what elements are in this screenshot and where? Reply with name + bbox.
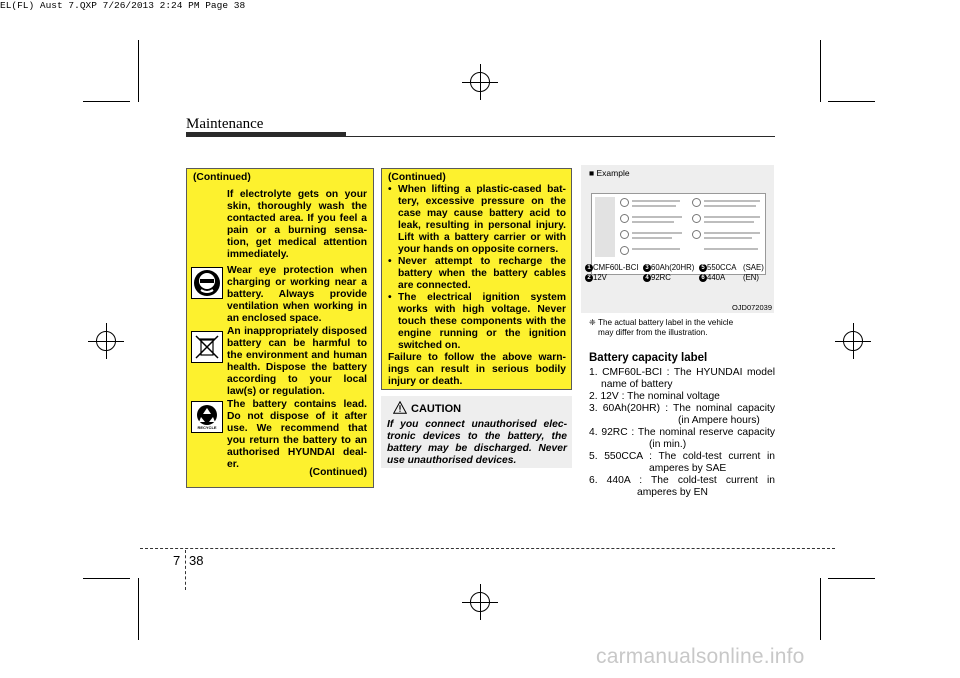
warning-box-continued — [186, 168, 374, 488]
text-line: works with high voltage. Never — [398, 304, 566, 315]
text-line: tronic devices to the battery, the — [387, 431, 567, 442]
warning-summary — [388, 352, 566, 388]
text-line: the environment and human — [227, 350, 367, 361]
text-line: An inappropriately disposed — [227, 326, 367, 337]
text-line: Wear eye protection when — [227, 265, 367, 276]
bullet-item — [388, 292, 566, 352]
crop-mark — [828, 101, 875, 102]
disposal-warning — [227, 326, 367, 398]
crop-mark — [83, 578, 130, 579]
registration-mark-icon — [462, 584, 498, 620]
label-fine-print — [632, 248, 680, 250]
label-fine-print — [704, 221, 754, 223]
spec-number-badge: 4 — [643, 274, 651, 282]
label-symbol-icon — [692, 230, 701, 239]
text-line: Failure to follow the above warn- — [388, 352, 566, 363]
text-line: 5. 550CCA : The cold-test current in — [589, 451, 775, 462]
text-line: • The electrical ignition system — [398, 292, 566, 303]
text-line: The actual battery label in the vehicle — [598, 318, 734, 327]
text-line: injury or death. — [388, 376, 463, 387]
text-line: charging or working near a — [227, 277, 367, 288]
text-line: Lift with a battery carrier or with — [398, 232, 566, 243]
spec-text: (SAE) — [743, 263, 764, 272]
label-fine-print — [704, 232, 760, 234]
text-line: The battery contains lead. — [227, 399, 367, 410]
crop-mark — [828, 578, 875, 579]
label-symbol-icon — [620, 214, 629, 223]
label-symbol-icon — [692, 198, 701, 207]
capacity-list — [589, 367, 775, 499]
section-heading: Battery capacity label — [589, 352, 708, 364]
text-line: immediately. — [227, 249, 289, 260]
spec-text: 12V — [593, 273, 607, 282]
text-line: leak, resulting in personal injury. — [398, 220, 566, 231]
text-line: If you connect unauthorised elec- — [387, 419, 567, 430]
label-symbol-icon — [620, 230, 629, 239]
label-symbol-icon — [620, 198, 629, 207]
label-symbol-icon — [620, 246, 629, 255]
label-fine-print — [704, 248, 758, 250]
title-rule — [186, 136, 775, 137]
text-line: according to your local — [227, 374, 367, 385]
eye-protection-warning — [227, 265, 367, 325]
spec-item — [743, 273, 759, 282]
text-line: an enclosed space. — [227, 313, 322, 324]
label-fine-print — [704, 200, 760, 202]
list-item — [589, 427, 775, 451]
illustration-note — [589, 318, 775, 338]
text-line: er. — [227, 459, 240, 470]
text-line: 2. 12V : The nominal voltage — [589, 391, 720, 402]
spec-item — [643, 273, 671, 282]
text-line: (in Ampere hours) — [678, 415, 760, 426]
page-title: Maintenance — [186, 116, 264, 132]
spec-text: 60Ah(20HR) — [651, 263, 695, 272]
text-line: case may cause battery acid to — [398, 208, 566, 219]
spec-text: CMF60L-BCI — [593, 263, 639, 272]
spec-item — [643, 263, 694, 272]
bullet-item — [388, 184, 566, 256]
label-fine-print — [632, 232, 682, 234]
caution-text — [387, 419, 567, 467]
watermark: carmanualsonline.info — [596, 645, 805, 668]
spec-text: 550CCA — [707, 263, 737, 272]
list-item — [589, 451, 775, 475]
registration-mark-icon — [88, 323, 124, 359]
crop-mark — [138, 40, 139, 102]
text-line: health. Dispose the battery — [227, 362, 367, 373]
continued-label: (Continued) — [309, 467, 367, 478]
spec-text: (EN) — [743, 273, 760, 282]
text-line: • When lifting a plastic-cased bat- — [398, 184, 566, 195]
spec-item — [585, 273, 607, 282]
crossed-bin-icon — [191, 331, 223, 363]
label-fine-print — [704, 237, 752, 239]
text-line: skin, thoroughly wash the — [227, 201, 367, 212]
crop-mark — [820, 578, 821, 640]
spec-number-badge: 2 — [585, 274, 593, 282]
chapter-number: 7 — [173, 553, 181, 568]
label-fine-print — [704, 205, 756, 207]
crop-mark — [138, 578, 139, 640]
text-line: battery can be harmful to — [227, 338, 367, 349]
label-fine-print — [632, 216, 682, 218]
label-vertical-strip — [595, 197, 615, 257]
label-fine-print — [632, 237, 672, 239]
crop-mark — [83, 101, 130, 102]
eye-wash-warning — [227, 189, 367, 261]
registration-mark-icon — [835, 323, 871, 359]
text-line: switched on. — [398, 340, 461, 351]
warning-triangle-icon — [393, 401, 407, 414]
warning-content — [388, 172, 566, 388]
spec-text: 440A — [707, 273, 726, 282]
label-fine-print — [632, 200, 680, 202]
text-line: tery, excessive pressure on the — [398, 196, 566, 207]
lead-warning — [227, 399, 367, 471]
text-line: • Never attempt to recharge the — [398, 256, 566, 267]
text-line: may differ from the illustration. — [598, 328, 708, 337]
battery-label-illustration — [581, 165, 774, 313]
recycle-icon-label: RECYCLE — [197, 425, 217, 430]
text-line: 4. 92RC : The nominal reserve capacity — [589, 427, 775, 438]
text-line: name of battery — [601, 379, 673, 390]
text-line: ventilation when working in — [227, 301, 367, 312]
spec-item — [743, 263, 764, 272]
page-number: 38 — [189, 553, 204, 568]
example-label: ■ Example — [589, 168, 630, 178]
crop-mark — [820, 40, 821, 102]
footer-separator — [185, 550, 186, 590]
text-line: touch these components with the — [398, 316, 566, 327]
text-line: contacted area. If you feel a — [227, 213, 367, 224]
label-symbol-icon — [692, 214, 701, 223]
text-line: authorised HYUNDAI deal- — [227, 447, 367, 458]
spec-number-badge: 3 — [643, 264, 651, 272]
text-line: ings can result in serious bodily — [388, 364, 566, 375]
text-line: engine running or the ignition — [398, 328, 566, 339]
text-line: use. We recommend that — [227, 423, 367, 434]
caution-title: CAUTION — [411, 403, 462, 415]
label-fine-print — [704, 216, 760, 218]
image-code: OJD072039 — [731, 303, 772, 312]
eye-protection-icon — [191, 267, 223, 299]
text-line: battery may be discharged. Never — [387, 443, 567, 454]
text-line: use unauthorised devices. — [387, 455, 517, 466]
list-item — [589, 475, 775, 499]
spec-text: 92RC — [651, 273, 671, 282]
spec-item — [699, 263, 736, 272]
label-fine-print — [632, 221, 674, 223]
spec-item — [585, 263, 639, 272]
note-text — [589, 318, 775, 338]
text-line: amperes by EN — [637, 487, 708, 498]
text-line: 6. 440A : The cold-test current in — [589, 475, 775, 486]
spec-number-badge: 6 — [699, 274, 707, 282]
list-item — [589, 391, 775, 403]
list-item — [589, 403, 775, 427]
text-line: your hands on opposite corners. — [398, 244, 559, 255]
text-line: If electrolyte gets on your — [227, 189, 367, 200]
spec-number-badge: 5 — [699, 264, 707, 272]
registration-mark-icon — [462, 64, 498, 100]
text-line: 1. CMF60L-BCI : The HYUNDAI model — [589, 367, 775, 378]
footer-rule — [140, 548, 835, 549]
caution-box — [381, 396, 572, 468]
bullet-item — [388, 256, 566, 292]
text-line: law(s) or regulation. — [227, 386, 325, 397]
label-fine-print — [632, 205, 676, 207]
text-line: Do not dispose of it after — [227, 411, 367, 422]
text-line: 3. 60Ah(20HR) : The nominal capacity — [589, 403, 775, 414]
continued-label: (Continued) — [193, 172, 251, 183]
text-line: (in min.) — [649, 439, 687, 450]
list-item — [589, 367, 775, 391]
text-line: you return the battery to an — [227, 435, 367, 446]
text-line: amperes by SAE — [649, 463, 727, 474]
continued-label: (Continued) — [388, 172, 446, 183]
text-line: tion, get medical attention — [227, 237, 367, 248]
text-line: are connected. — [398, 280, 471, 291]
spec-item — [699, 273, 725, 282]
warning-box-battery-handling — [381, 168, 572, 390]
text-line: pain or a burning sensa- — [227, 225, 367, 236]
spec-number-badge: 1 — [585, 264, 593, 272]
text-line: battery when the battery cables — [398, 268, 566, 279]
print-header: EL(FL) Aust 7.QXP 7/26/2013 2:24 PM Page 38 — [0, 0, 246, 11]
note-symbol-icon: ❈ — [589, 318, 596, 327]
text-line: battery. Always provide — [227, 289, 367, 300]
